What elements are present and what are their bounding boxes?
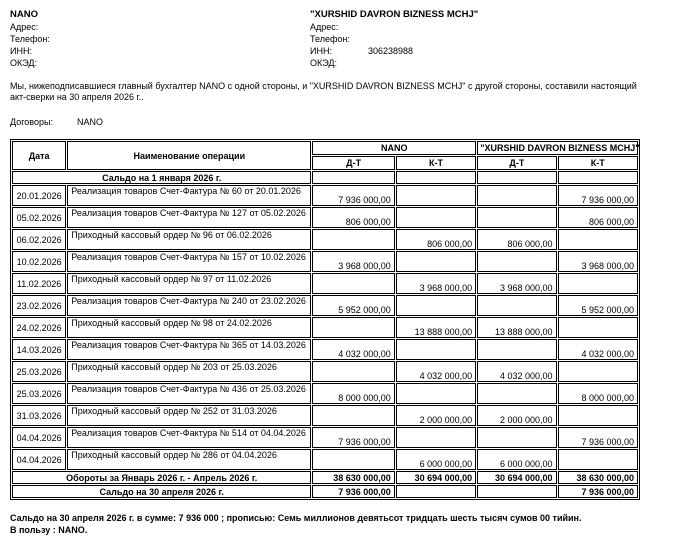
- opening-partner-credit: [558, 171, 638, 184]
- partner-debit: 3 968 000,00: [477, 273, 556, 294]
- operation-name: Реализация товаров Счет-Фактура № 365 от 14.03.2026: [67, 339, 311, 360]
- closing-balance-row: [12, 485, 638, 498]
- operation-row: [12, 339, 638, 360]
- closing-nano-debit: 7 936 000,00: [312, 485, 394, 498]
- left-party-name: NANO: [10, 9, 38, 20]
- right-party-oked: [310, 57, 610, 69]
- left-party-address: [10, 21, 310, 33]
- turnover-nano-debit: 38 630 000,00: [312, 471, 394, 484]
- oked-label: ОКЭД:: [310, 58, 338, 68]
- turnover-partner-debit: 30 694 000,00: [477, 471, 556, 484]
- operation-row: [12, 207, 638, 228]
- right-party-block: [310, 8, 610, 69]
- reconciliation-table: [10, 139, 640, 500]
- contracts-label: Договоры:: [10, 117, 53, 127]
- partner-debit: [477, 383, 556, 404]
- partner-debit: [477, 207, 556, 228]
- nano-debit: 806 000,00: [312, 207, 394, 228]
- partner-debit: [477, 295, 556, 316]
- table-header: [12, 141, 638, 170]
- operation-row: [12, 383, 638, 404]
- opening-nano-debit: [312, 171, 394, 184]
- left-party-oked: [10, 57, 310, 69]
- col-group-nano: NANO: [312, 141, 476, 155]
- summary-footer: [10, 512, 678, 536]
- partner-credit: [558, 273, 638, 294]
- partner-credit: 4 032 000,00: [558, 339, 638, 360]
- operation-row: [12, 361, 638, 382]
- nano-debit: [312, 449, 394, 470]
- closing-balance-label: Сальдо на 30 апреля 2026 г.: [12, 485, 311, 498]
- operation-date: 05.02.2026: [12, 207, 66, 228]
- nano-debit: [312, 317, 394, 338]
- summary-line: Сальдо на 30 апреля 2026 г. в сумме: 7 936 000 ; прописью: Семь миллионов девятьсот тридцать шесть тысяч сумов 00 тийин.: [10, 513, 582, 523]
- right-party-inn: [310, 45, 610, 57]
- nano-debit: 4 032 000,00: [312, 339, 394, 360]
- col-header-operation: Наименование операции: [67, 141, 311, 170]
- operation-row: [12, 273, 638, 294]
- operation-name: Реализация товаров Счет-Фактура № 157 от 10.02.2026: [67, 251, 311, 272]
- partner-credit: 806 000,00: [558, 207, 638, 228]
- nano-credit: 2 000 000,00: [396, 405, 476, 426]
- left-party-phone: [10, 33, 310, 45]
- left-party-block: [10, 8, 310, 69]
- operation-date: 14.03.2026: [12, 339, 66, 360]
- operation-row: [12, 449, 638, 470]
- operation-row: [12, 317, 638, 338]
- partner-debit: 2 000 000,00: [477, 405, 556, 426]
- nano-debit: 7 936 000,00: [312, 427, 394, 448]
- nano-debit: 8 000 000,00: [312, 383, 394, 404]
- right-party-name: "XURSHID DAVRON BIZNESS MCHJ": [310, 9, 479, 20]
- turnover-label: Обороты за Январь 2026 г. - Апрель 2026 г.: [12, 471, 311, 484]
- left-party-inn: [10, 45, 310, 57]
- operation-row: [12, 405, 638, 426]
- partner-credit: 5 952 000,00: [558, 295, 638, 316]
- partner-credit: [558, 405, 638, 426]
- partner-debit: [477, 339, 556, 360]
- nano-credit: [396, 339, 476, 360]
- nano-credit: [396, 185, 476, 206]
- operation-date: 11.02.2026: [12, 273, 66, 294]
- nano-debit: [312, 361, 394, 382]
- nano-debit: 7 936 000,00: [312, 185, 394, 206]
- partner-debit: 13 888 000,00: [477, 317, 556, 338]
- nano-credit: 6 000 000,00: [396, 449, 476, 470]
- opening-balance-row: [12, 171, 638, 184]
- operation-name: Реализация товаров Счет-Фактура № 240 от 23.02.2026: [67, 295, 311, 316]
- nano-credit: [396, 207, 476, 228]
- operation-name: Приходный кассовый ордер № 96 от 06.02.2026: [67, 229, 311, 250]
- col-header-nano-debit: Д-Т: [312, 156, 394, 170]
- address-label: Адрес:: [10, 22, 39, 32]
- nano-debit: 5 952 000,00: [312, 295, 394, 316]
- phone-label: Телефон:: [10, 34, 50, 44]
- in-favor-line: В пользу : NANO.: [10, 525, 88, 535]
- col-header-date: Дата: [12, 141, 66, 170]
- partner-debit: 806 000,00: [477, 229, 556, 250]
- partner-credit: 8 000 000,00: [558, 383, 638, 404]
- nano-credit: [396, 383, 476, 404]
- operation-name: Реализация товаров Счет-Фактура № 127 от 05.02.2026: [67, 207, 311, 228]
- opening-partner-debit: [477, 171, 556, 184]
- operation-name: Приходный кассовый ордер № 252 от 31.03.2026: [67, 405, 311, 426]
- nano-debit: [312, 273, 394, 294]
- nano-credit: [396, 251, 476, 272]
- partner-credit: 7 936 000,00: [558, 427, 638, 448]
- col-header-partner-debit: Д-Т: [477, 156, 556, 170]
- operation-date: 04.04.2026: [12, 427, 66, 448]
- operation-name: Приходный кассовый ордер № 286 от 04.04.2026: [67, 449, 311, 470]
- operation-date: 23.02.2026: [12, 295, 66, 316]
- contracts-value: NANO: [76, 117, 103, 127]
- operation-name: Реализация товаров Счет-Фактура № 436 от 25.03.2026: [67, 383, 311, 404]
- address-label: Адрес:: [310, 22, 339, 32]
- col-header-nano-credit: К-Т: [396, 156, 476, 170]
- contracts-line: [10, 117, 678, 128]
- nano-debit: [312, 229, 394, 250]
- nano-debit: [312, 405, 394, 426]
- partner-debit: 6 000 000,00: [477, 449, 556, 470]
- operation-date: 24.02.2026: [12, 317, 66, 338]
- opening-balance-label: Сальдо на 1 января 2026 г.: [12, 171, 311, 184]
- closing-nano-credit: [396, 485, 476, 498]
- right-party-address: [310, 21, 610, 33]
- operation-name: Приходный кассовый ордер № 203 от 25.03.2026: [67, 361, 311, 382]
- closing-partner-debit: [477, 485, 556, 498]
- operation-date: 25.03.2026: [12, 383, 66, 404]
- nano-credit: 13 888 000,00: [396, 317, 476, 338]
- operation-date: 04.04.2026: [12, 449, 66, 470]
- col-header-partner-credit: К-Т: [558, 156, 638, 170]
- closing-partner-credit: 7 936 000,00: [558, 485, 638, 498]
- parties-header: [0, 0, 688, 69]
- partner-credit: 3 968 000,00: [558, 251, 638, 272]
- turnover-partner-credit: 38 630 000,00: [558, 471, 638, 484]
- nano-credit: 3 968 000,00: [396, 273, 476, 294]
- operation-date: 20.01.2026: [12, 185, 66, 206]
- inn-label: ИНН:: [10, 46, 32, 56]
- intro-paragraph: Мы, нижеподписавшиеся главный бухгалтер NANO с одной стороны, и "XURSHID DAVRON BIZNESS MCHJ" с другой стороны, составили настоящий акт-сверки на 30 апреля 2026 г..: [10, 81, 637, 102]
- operation-name: Реализация товаров Счет-Фактура № 514 от 04.04.2026: [67, 427, 311, 448]
- partner-credit: [558, 361, 638, 382]
- col-group-partner: "XURSHID DAVRON BIZNESS MCHJ": [477, 141, 638, 155]
- opening-nano-credit: [396, 171, 476, 184]
- partner-debit: [477, 427, 556, 448]
- partner-credit: [558, 449, 638, 470]
- inn-value: 306238988: [368, 46, 414, 56]
- operation-row: [12, 229, 638, 250]
- operation-name: Реализация товаров Счет-Фактура № 60 от 20.01.2026: [67, 185, 311, 206]
- partner-credit: [558, 317, 638, 338]
- turnover-row: [12, 471, 638, 484]
- nano-credit: 4 032 000,00: [396, 361, 476, 382]
- operation-date: 31.03.2026: [12, 405, 66, 426]
- operation-date: 10.02.2026: [12, 251, 66, 272]
- right-party-phone: [310, 33, 610, 45]
- oked-label: ОКЭД:: [10, 58, 38, 68]
- nano-credit: 806 000,00: [396, 229, 476, 250]
- operation-row: [12, 295, 638, 316]
- inn-label: ИНН:: [310, 46, 332, 56]
- nano-credit: [396, 427, 476, 448]
- partner-credit: [558, 229, 638, 250]
- partner-debit: [477, 251, 556, 272]
- phone-label: Телефон:: [310, 34, 350, 44]
- operation-row: [12, 427, 638, 448]
- nano-debit: 3 968 000,00: [312, 251, 394, 272]
- table-body: [12, 171, 638, 498]
- operation-date: 25.03.2026: [12, 361, 66, 382]
- partner-debit: [477, 185, 556, 206]
- operation-name: Приходный кассовый ордер № 98 от 24.02.2026: [67, 317, 311, 338]
- operation-row: [12, 251, 638, 272]
- nano-credit: [396, 295, 476, 316]
- operation-name: Приходный кассовый ордер № 97 от 11.02.2026: [67, 273, 311, 294]
- operation-row: [12, 185, 638, 206]
- operation-date: 06.02.2026: [12, 229, 66, 250]
- turnover-nano-credit: 30 694 000,00: [396, 471, 476, 484]
- partner-credit: 7 936 000,00: [558, 185, 638, 206]
- partner-debit: 4 032 000,00: [477, 361, 556, 382]
